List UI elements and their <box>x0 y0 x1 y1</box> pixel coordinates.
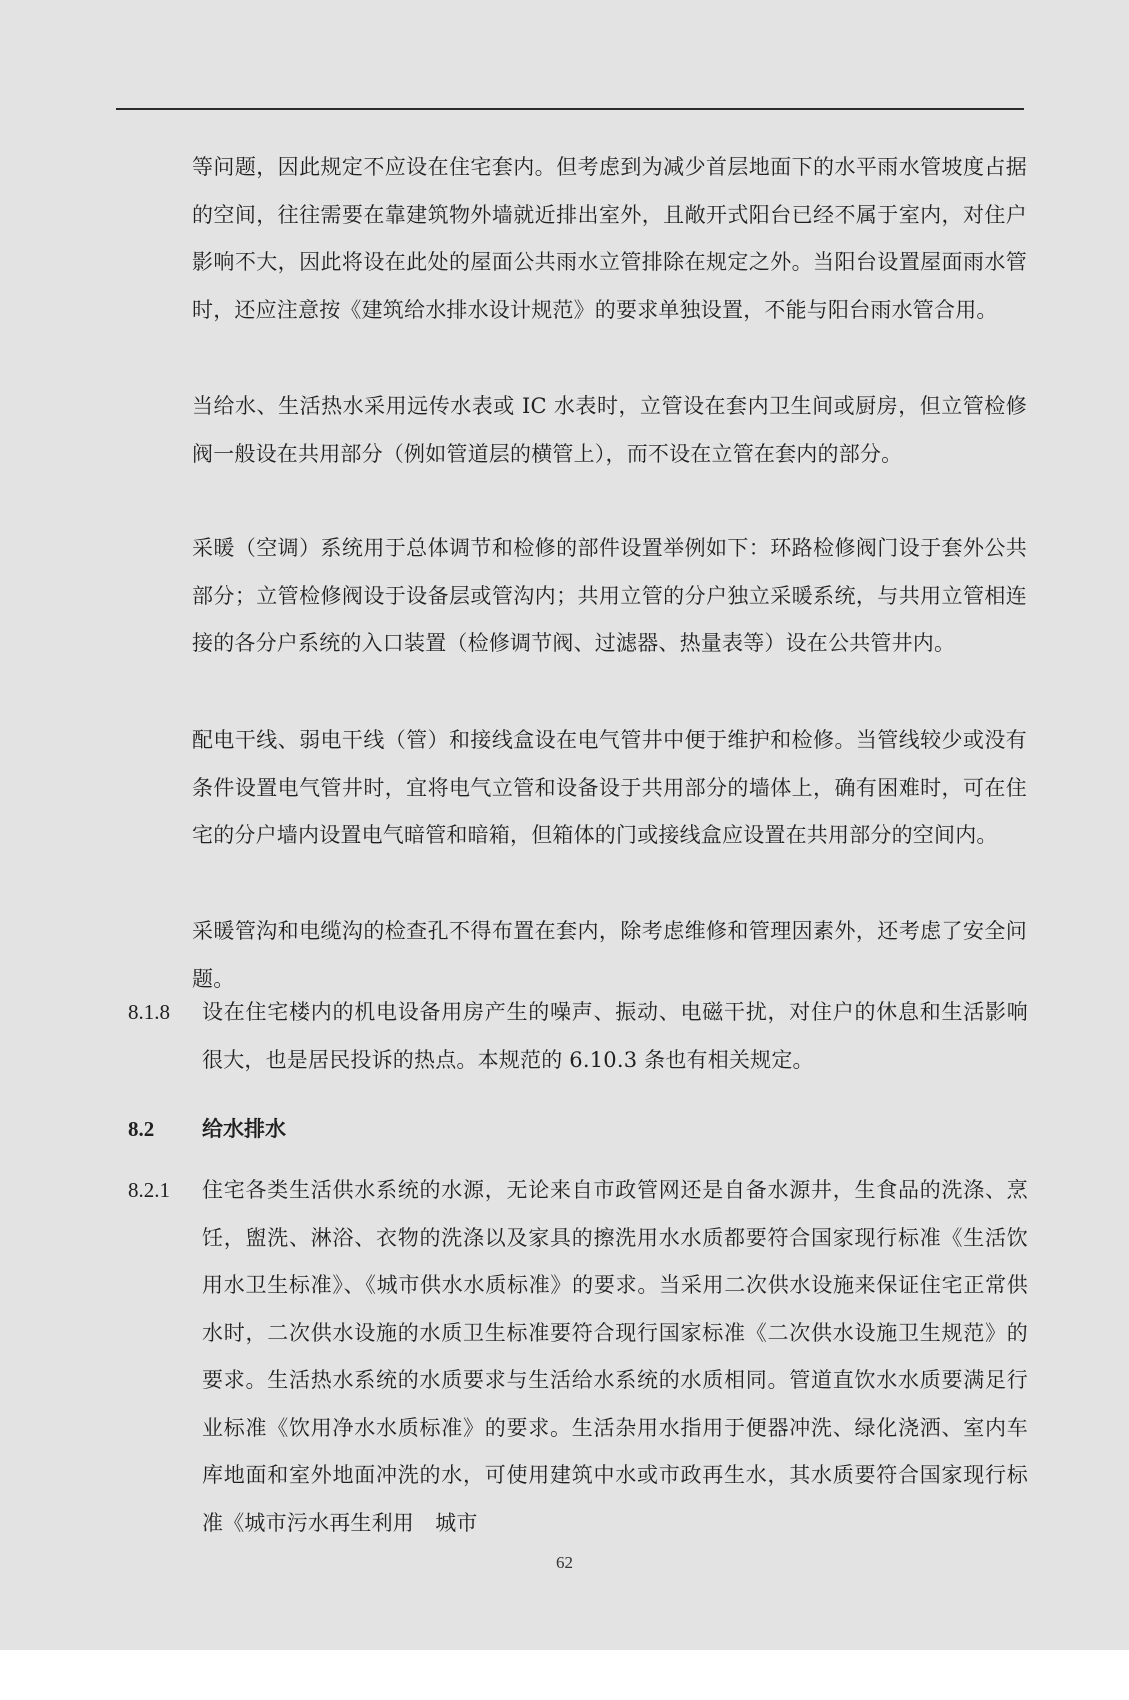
section-title: 给水排水 <box>202 1116 286 1141</box>
paragraph-inspection-hole: 采暖管沟和电缆沟的检查孔不得布置在套内，除考虑维修和管理因素外，还考虑了安全问题。 <box>192 919 1027 991</box>
clause-text: 设在住宅楼内的机电设备用房产生的噪声、振动、电磁干扰，对住户的休息和生活影响很大，也是居民投诉的热点。本规范的 6.10.3 条也有相关规定。 <box>202 1000 1028 1072</box>
clause-text: 住宅各类生活供水系统的水源，无论来自市政管网还是自备水源井，生食品的洗涤、烹饪，盥洗、淋浴、衣物的洗涤以及家具的擦洗用水水质都要符合国家现行标准《生活饮用水卫生标准》、《城市供水水质标准》的要求。当采用二次供水设施来保证住宅正常供水时，二次供水设施的水质卫生标准要符合现行国家标准《二次供水设施卫生规范》的要求。生活热水系统的水质要求与生活给水系统的水质相同。管道直饮水水质要满足行业标准《饮用净水水质标准》的要求。生活杂用水指用于便器冲洗、绿化浇洒、室内车库地面和室外地面冲洗的水，可使用建筑中水或市政再生水，其水质要符合国家现行标准《城市污水再生利用 城市 <box>202 1178 1028 1535</box>
page-number: 62 <box>556 1553 573 1572</box>
clause-number: 8.2.1 <box>128 1178 170 1202</box>
section-number: 8.2 <box>128 1117 155 1141</box>
paragraph-roof-drain: 等问题，因此规定不应设在住宅套内。但考虑到为减少首层地面下的水平雨水管坡度占据的空间，往往需要在靠建筑物外墙就近排出室外，且敞开式阳台已经不属于室内，对住户影响不大，因此将设在此处的屋面公共雨水立管排除在规定之外。当阳台设置屋面雨水管时，还应注意按《建筑给水排水设计规范》的要求单独设置，不能与阳台雨水管合用。 <box>192 155 1027 322</box>
bottom-margin-strip <box>0 1650 1129 1700</box>
paragraph-electrical-shaft: 配电干线、弱电干线（管）和接线盒设在电气管井中便于维护和检修。当管线较少或没有条件设置电气管井时，宜将电气立管和设备设于共用部分的墙体上，确有困难时，可在住宅的分户墙内设置电气暗管和暗箱，但箱体的门或接线盒应设置在共用部分的空间内。 <box>192 728 1027 847</box>
clause-number: 8.1.8 <box>128 1000 170 1024</box>
paragraph-water-meter: 当给水、生活热水采用远传水表或 IC 水表时，立管设在套内卫生间或厨房，但立管检修阀一般设在共用部分（例如管道层的横管上），而不设在立管在套内的部分。 <box>192 394 1027 466</box>
paragraph-heating-system: 采暖（空调）系统用于总体调节和检修的部件设置举例如下：环路检修阀门设于套外公共部分；立管检修阀设于设备层或管沟内；共用立管的分户独立采暖系统，与共用立管相连接的各分户系统的入口装置（检修调节阀、过滤器、热量表等）设在公共管井内。 <box>192 536 1027 655</box>
